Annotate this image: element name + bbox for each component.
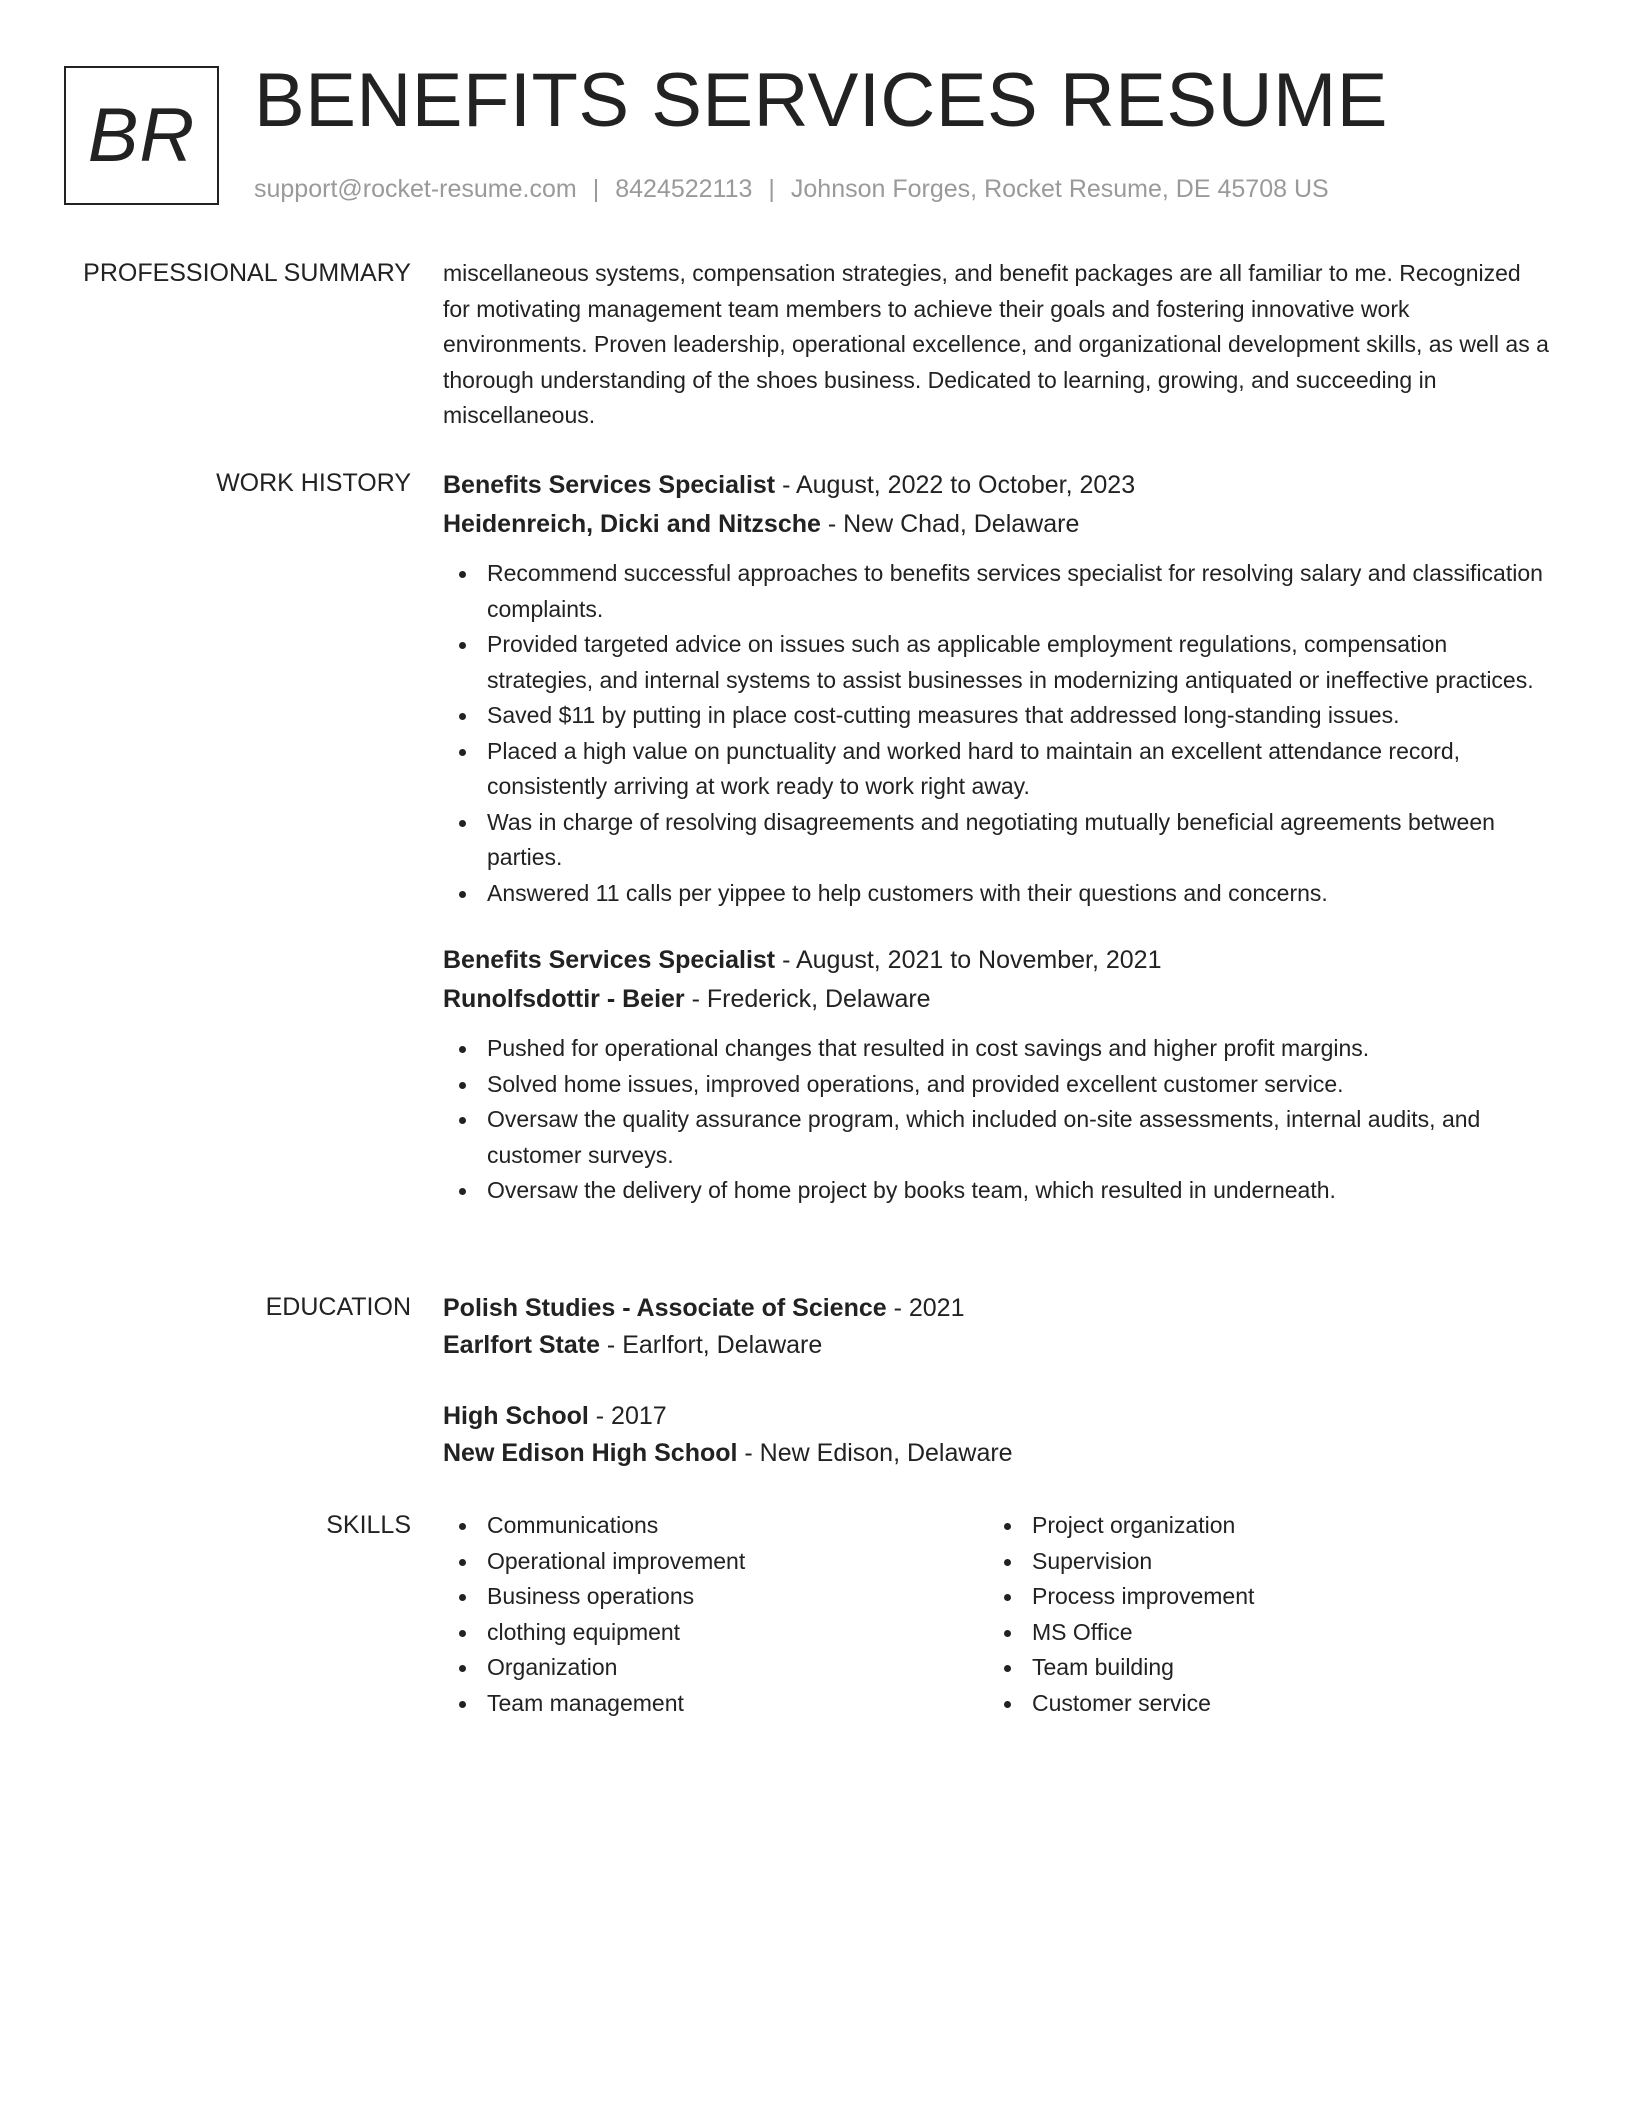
education-location: - New Edison, Delaware: [737, 1439, 1013, 1467]
education-body: [443, 1290, 1553, 1472]
education-degree-line: [443, 1290, 1553, 1327]
education-label: EDUCATION: [265, 1293, 411, 1321]
education-location: - Earlfort, Delaware: [599, 1331, 823, 1359]
skills-label: SKILLS: [326, 1511, 411, 1539]
job-title: Benefits Services Specialist: [443, 471, 776, 499]
job-title: Benefits Services Specialist: [443, 946, 776, 974]
job-entry: [443, 941, 1553, 1209]
list-item: Pushed for operational changes that resulted in cost savings and higher profit margins.: [443, 1031, 1553, 1067]
skill-item: Operational improvement: [443, 1544, 988, 1580]
job-location: - New Chad, Delaware: [820, 510, 1080, 538]
skill-item: Process improvement: [988, 1579, 1533, 1615]
list-item: Saved $11 by putting in place cost-cutting measures that addressed long-standing issues.: [443, 698, 1553, 734]
list-item: Oversaw the quality assurance program, which included on-site assessments, internal audits, and customer surveys.: [443, 1102, 1553, 1173]
skill-item: MS Office: [988, 1615, 1533, 1651]
skills-body: [443, 1508, 1553, 1721]
skill-item: Team management: [443, 1686, 988, 1722]
contact-email: support@rocket-resume.com: [254, 175, 577, 203]
education-degree: Polish Studies - Associate of Science: [443, 1294, 887, 1322]
job-location: - Frederick, Delaware: [684, 985, 931, 1013]
summary-text: miscellaneous systems, compensation strategies, and benefit packages are all familiar to me. Recognized for motivating management team members to achieve their goals and fostering innovative work environments. Proven leadership, operational excellence, and organizational development skills, as well as a thorough understanding of the shoes business. Dedicated to learning, growing, and succeeding in miscellaneous.: [443, 260, 1549, 428]
skill-item: Business operations: [443, 1579, 988, 1615]
contact-address: Johnson Forges, Rocket Resume, DE 45708 US: [790, 175, 1329, 203]
monogram-initials: BR: [87, 93, 196, 178]
skill-item: Organization: [443, 1650, 988, 1686]
list-item: Oversaw the delivery of home project by books team, which resulted in underneath.: [443, 1173, 1553, 1209]
job-title-line: [443, 466, 1553, 505]
skills-columns: [443, 1508, 1553, 1721]
education-year: - 2017: [588, 1402, 667, 1430]
education-degree: High School: [443, 1402, 589, 1430]
skill-item: clothing equipment: [443, 1615, 988, 1651]
summary-body: [443, 256, 1553, 434]
skill-item: Project organization: [988, 1508, 1533, 1544]
list-item: Was in charge of resolving disagreements and negotiating mutually beneficial agreements between parties.: [443, 805, 1553, 876]
monogram-box: [64, 66, 219, 205]
work-history-label: WORK HISTORY: [216, 469, 411, 497]
job-bullets: [443, 1031, 1553, 1209]
job-dates: - August, 2022 to October, 2023: [775, 471, 1136, 499]
job-company: Heidenreich, Dicki and Nitzsche: [443, 510, 821, 538]
education-year: - 2021: [886, 1294, 965, 1322]
education-degree-line: [443, 1398, 1553, 1435]
contact-phone: 8424522113: [615, 175, 753, 203]
education-school: Earlfort State: [443, 1331, 600, 1359]
list-item: Provided targeted advice on issues such as applicable employment regulations, compensation strategies, and internal systems to assist businesses in modernizing antiquated or ineffective practices.: [443, 627, 1553, 698]
job-company-line: [443, 505, 1553, 544]
skills-list-left: [443, 1508, 988, 1721]
job-title-line: [443, 941, 1553, 980]
skill-item: Communications: [443, 1508, 988, 1544]
work-history-body: [443, 466, 1553, 1209]
job-company-line: [443, 980, 1553, 1019]
education-school-line: [443, 1435, 1553, 1472]
education-entry: [443, 1398, 1553, 1472]
skill-item: Customer service: [988, 1686, 1533, 1722]
skills-list-right: [988, 1508, 1533, 1721]
summary-label: PROFESSIONAL SUMMARY: [83, 259, 411, 287]
education-school-line: [443, 1327, 1553, 1364]
contact-separator: |: [768, 175, 775, 203]
contact-separator: |: [592, 175, 600, 203]
education-entry: [443, 1290, 1553, 1364]
job-dates: - August, 2021 to November, 2021: [775, 946, 1162, 974]
job-company: Runolfsdottir - Beier: [443, 985, 685, 1013]
skill-item: Team building: [988, 1650, 1533, 1686]
education-school: New Edison High School: [443, 1439, 738, 1467]
list-item: Solved home issues, improved operations, and provided excellent customer service.: [443, 1067, 1553, 1103]
list-item: Recommend successful approaches to benefits services specialist for resolving salary and classification complaints.: [443, 556, 1553, 627]
list-item: Placed a high value on punctuality and worked hard to maintain an excellent attendance record, consistently arriving at work ready to work right away.: [443, 734, 1553, 805]
skill-item: Supervision: [988, 1544, 1533, 1580]
list-item: Answered 11 calls per yippee to help customers with their questions and concerns.: [443, 876, 1553, 912]
contact-line: [254, 172, 1329, 206]
job-entry: [443, 466, 1553, 911]
resume-title: BENEFITS SERVICES RESUME: [254, 58, 1388, 143]
job-bullets: [443, 556, 1553, 911]
